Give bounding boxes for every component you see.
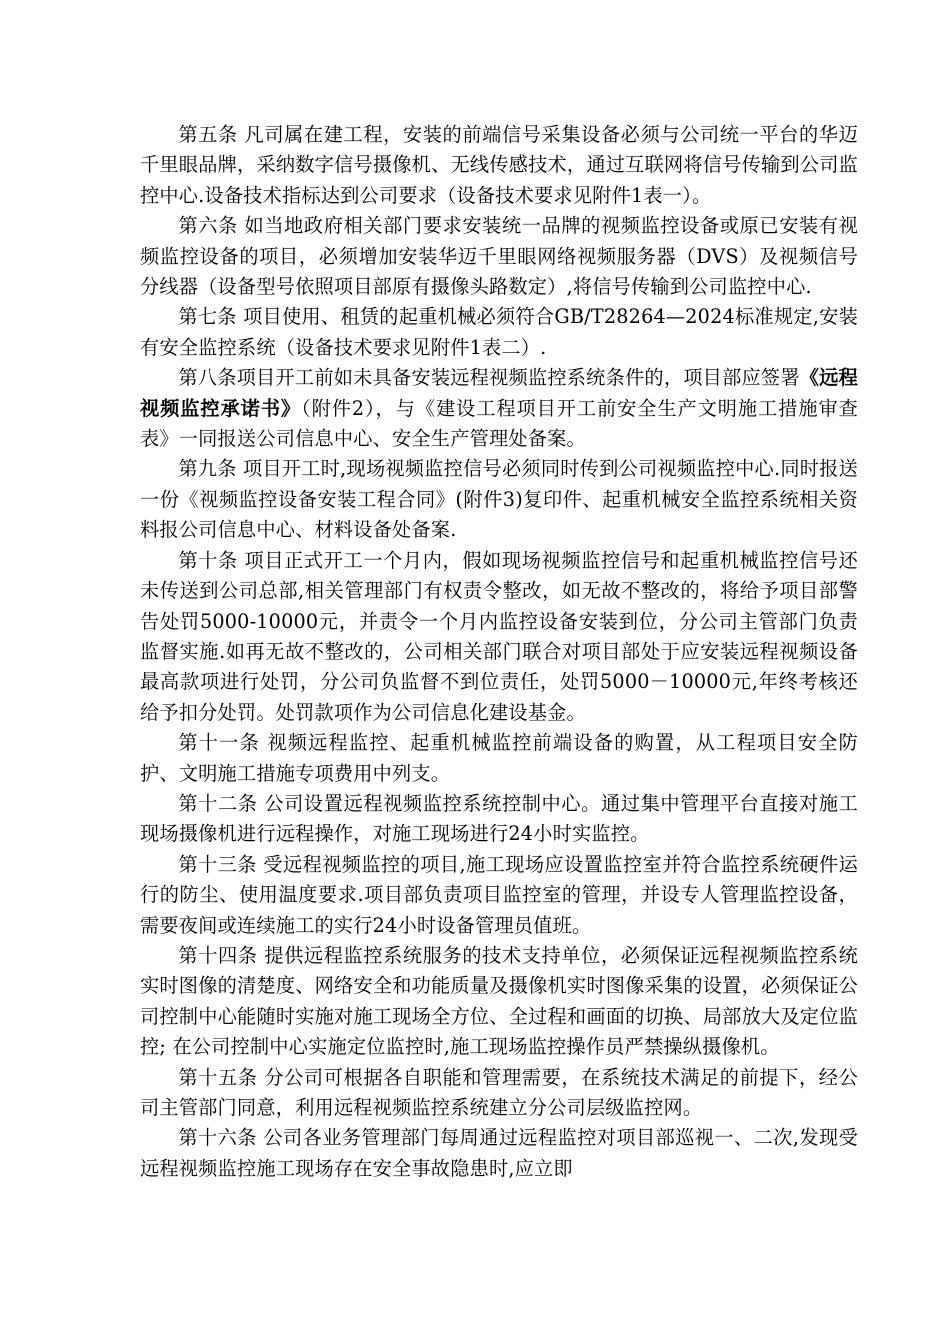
article-9: 第九条 项目开工时,现场视频监控信号必须同时传到公司视频监控中心.同时报送一份《视频监控设备安装工程合同》(附件3)复印件、起重机械安全监控系统相关资料报公司信息中心、材料设备处备案.: [140, 457, 858, 542]
article-11: 第十一条 视频远程监控、起重机械监控前端设备的购置，从工程项目安全防护、文明施工措施专项费用中列支。: [140, 731, 858, 785]
article-8-part-a: 第八条项目开工前如未具备安装远程视频监控系统条件的，项目部应签署: [178, 366, 800, 390]
article-13: 第十三条 受远程视频监控的项目,施工现场应设置监控室并符合监控系统硬件运行的防尘、使用温度要求.项目部负责项目监控室的管理，并设专人管理监控设备，需要夜间或连续施工的实行24小时设备管理员值班。: [140, 852, 858, 937]
article-8-bold-title: 《远程视频监控承诺书》: [140, 366, 858, 420]
article-15: 第十五条 分公司可根据各自职能和管理需要，在系统技术满足的前提下，经公司主管部门同意，利用远程视频监控系统建立分公司层级监控网。: [140, 1065, 858, 1119]
article-5: 第五条 凡司属在建工程，安装的前端信号采集设备必须与公司统一平台的华迈千里眼品牌，采纳数字信号摄像机、无线传感技术，通过互联网将信号传输到公司监控中心.设备技术指标达到公司要求（设备技术要求见附件1表一）。: [140, 123, 858, 207]
article-12: 第十二条 公司设置远程视频监控系统控制中心。通过集中管理平台直接对施工现场摄像机进行远程操作，对施工现场进行24小时实监控。: [140, 791, 858, 846]
article-6: 第六条 如当地政府相关部门要求安装统一品牌的视频监控设备或原已安装有视频监控设备的项目，必须增加安装华迈千里眼网络视频服务器（DVS）及视频信号分线器（设备型号依照项目部原有摄像头路数定）,将信号传输到公司监控中心.: [140, 214, 858, 299]
article-8-part-b: （附件2），与《建设工程项目开工前安全生产文明施工措施审查表》一同报送公司信息中心、安全生产管理处备案。: [140, 396, 858, 451]
article-8: [140, 363, 858, 454]
article-16: 第十六条 公司各业务管理部门每周通过远程监控对项目部巡视一、二次,发现受远程视频监控施工现场存在安全事故隐患时,应立即: [140, 1126, 858, 1180]
article-14: 第十四条 提供远程监控系统服务的技术支持单位，必须保证远程视频监控系统实时图像的清楚度、网络安全和功能质量及摄像机实时图像采集的设置，必须保证公司控制中心能随时实施对施工现场全方位、全过程和画面的切换、局部放大及定位监控; 在公司控制中心实施定位监控时,施工现场监控操作员严禁操纵摄像机。: [140, 943, 858, 1059]
article-7: 第七条 项目使用、租赁的起重机械必须符合GB/T28264—2024标准规定,安装有安全监控系统（设备技术要求见附件1表二）.: [140, 305, 858, 359]
article-10: 第十条 项目正式开工一个月内，假如现场视频监控信号和起重机械监控信号还未传送到公司总部,相关管理部门有权责令整改，如无故不整改的，将给予项目部警告处罚5000-10000元，并责令一个月内监控设备安装到位，分公司主管部门负责监督实施.如再无故不整改的，公司相关部门联合对项目部处于应安装远程视频设备最高款项进行处罚，分公司负监督不到位责任，处罚5000－10000元,年终考核还给予扣分处罚。处罚款项作为公司信息化建设基金。: [140, 548, 858, 724]
document-page: [140, 120, 858, 1184]
